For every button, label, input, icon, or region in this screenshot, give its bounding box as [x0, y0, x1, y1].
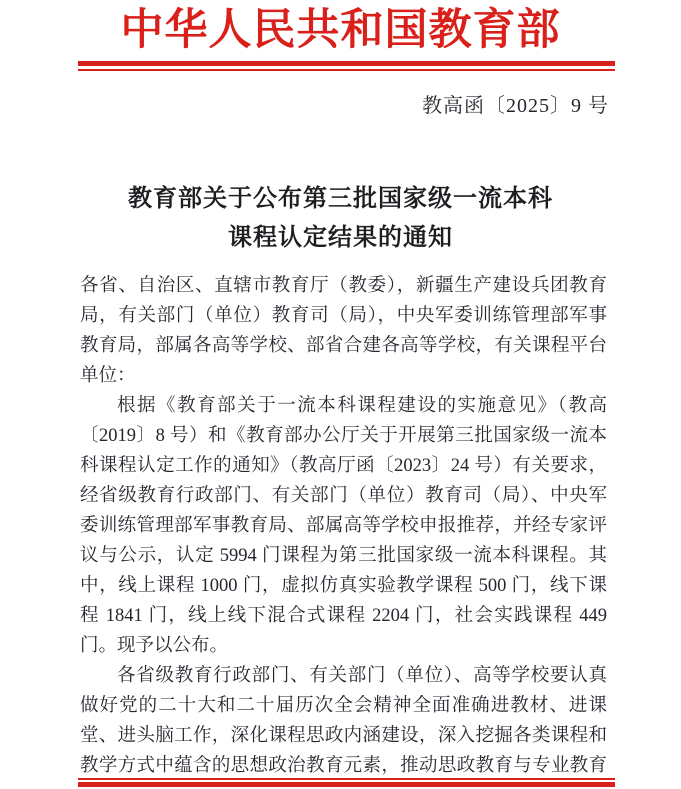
- body-text: [80, 271, 607, 781]
- body-text-line: 程 1841 门，线上线下混合式课程 2204 门，社会实践课程 449: [80, 606, 607, 626]
- body-text-line: 教育局，部属各高等学校、部省合建各高等学校，有关课程平台: [80, 336, 607, 356]
- body-text-line: 做好党的二十大和二十届历次全会精神全面准确进教材、进课: [80, 696, 607, 716]
- body-text-line: 委训练管理部军事教育局、部属高等学校申报推荐，并经专家评: [80, 516, 607, 536]
- document-number: 教高函〔2025〕9 号: [422, 95, 609, 117]
- notice-title-line-1: 教育部关于公布第三批国家级一流本科: [128, 186, 553, 212]
- notice-title: [0, 180, 681, 257]
- body-text-line: 单位：: [80, 366, 136, 386]
- body-text-line: 堂、进头脑工作，深化课程思政内涵建设，深入挖掘各类课程和: [80, 726, 607, 746]
- footer-divider-thick-line: [78, 782, 615, 787]
- notice-title-line-2: 课程认定结果的通知: [228, 224, 453, 251]
- footer-divider: [78, 778, 615, 789]
- body-text-line: 门。现予以公布。: [80, 636, 229, 656]
- footer-divider-thin-line: [78, 778, 615, 780]
- body-text-line: 议与公示，认定 5994 门课程为第三批国家级一流本科课程。其: [80, 546, 607, 566]
- header-divider-thick-line: [78, 61, 615, 66]
- header-divider-thin-line: [78, 69, 615, 71]
- body-text-line: 根据《教育部关于一流本科课程建设的实施意见》（教高: [117, 396, 607, 416]
- body-text-line: 〔2019〕8 号）和《教育部办公厅关于开展第三批国家级一流本: [80, 426, 607, 446]
- body-text-line: 教学方式中蕴含的思想政治教育元素，推动思政教育与专业教育: [80, 756, 607, 776]
- body-text-line: 科课程认定工作的通知》（教高厅函〔2023〕24 号）有关要求，: [80, 456, 607, 476]
- header-divider: [78, 61, 615, 72]
- ministry-header-title: 中华人民共和国教育部: [120, 7, 561, 54]
- body-text-line: 局，有关部门（单位）教育司（局），中央军委训练管理部军事: [80, 306, 607, 326]
- body-text-line: 中，线上课程 1000 门，虚拟仿真实验教学课程 500 门，线下课: [80, 576, 607, 596]
- body-text-line: 各省、自治区、直辖市教育厅（教委），新疆生产建设兵团教育: [80, 276, 607, 296]
- body-text-line: 各省级教育行政部门、有关部门（单位）、高等学校要认真: [117, 666, 607, 686]
- body-text-line: 经省级教育行政部门、有关部门（单位）教育司（局）、中央军: [80, 486, 607, 506]
